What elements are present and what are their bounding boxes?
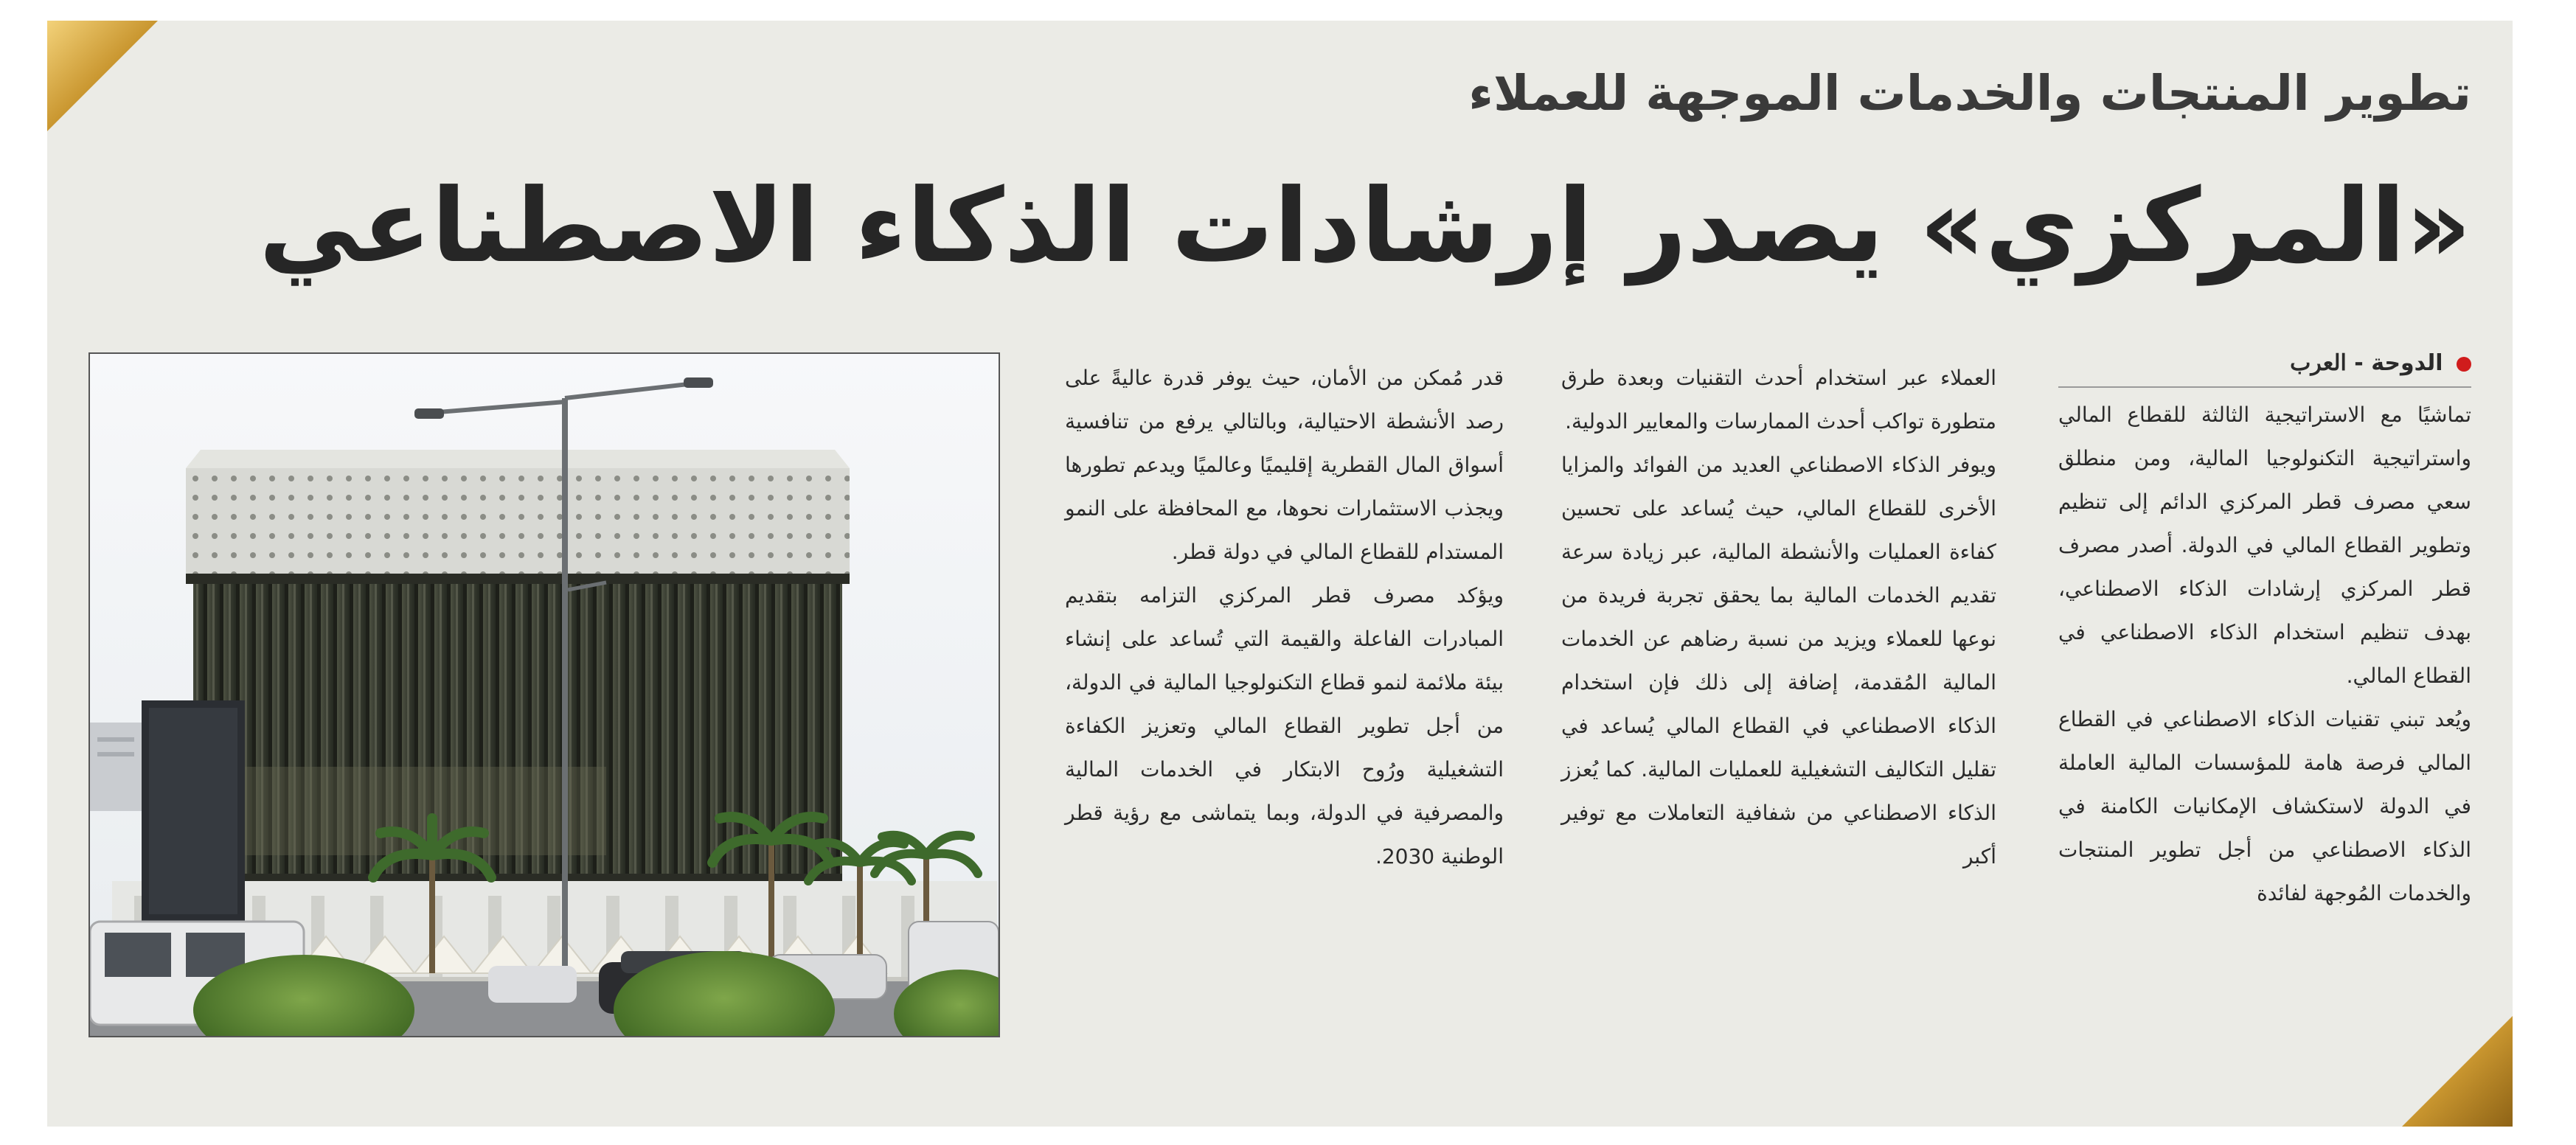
column-3-paragraph-1: قدر مُمكن من الأمان، حيث يوفر قدرة عاليةً على رصد الأنشطة الاحتيالية، وبالتالي يرفع من تنافسية أسواق المال القطرية إقليميًا وعالميًا ويدعم تطورها ويجذب الاستثمارات نحوها، مع المحافظة على النمو المستدام للقطاع المالي في دولة قطر.	[1065, 366, 1504, 564]
article-column-3	[1065, 356, 1504, 878]
column-2-paragraph-2: ويوفر الذكاء الاصطناعي العديد من الفوائد والمزايا الأخرى للقطاع المالي، حيث يُساعد على تحسين كفاءة العمليات والأنشطة المالية، عبر زيادة سرعة تقديم الخدمات المالية بما يحقق تجربة فريدة من نوعها للعملاء ويزيد من نسبة رضاهم عن الخدمات المالية المُقدمة، إضافة إلى ذلك فإن استخدام الذكاء الاصطناعي في القطاع المالي يُساعد في تقليل التكاليف التشغيلية للعمليات المالية. كما يُعزز الذكاء الاصطناعي من شفافية التعاملات مع توفير أكبر	[1561, 453, 1996, 869]
column-1-paragraph-2: ويُعد تبني تقنيات الذكاء الاصطناعي في القطاع المالي فرصة هامة للمؤسسات المالية العاملة في الدولة لاستكشاف الإمكانيات الكامنة في الذكاء الاصطناعي من أجل تطوير المنتجات والخدمات المُوجهة لفائدة	[2058, 707, 2471, 905]
newspaper-clipping	[47, 21, 2513, 1127]
column-2-paragraph-1: العملاء عبر استخدام أحدث التقنيات وبعدة طرق متطورة تواكب أحدث الممارسات والمعايير الدولية.	[1561, 366, 1996, 434]
central-bank-building-illustration	[90, 354, 999, 1036]
byline	[2058, 345, 2471, 388]
byline-bullet-icon	[2457, 357, 2471, 372]
article-column-1	[2058, 393, 2471, 915]
byline-location: الدوحة	[2371, 350, 2443, 376]
corner-ribbon-top-left	[47, 21, 158, 131]
column-3-paragraph-2: ويؤكد مصرف قطر المركزي التزامه بتقديم المبادرات الفاعلة والقيمة التي تُساعد على إنشاء بيئة ملائمة لنمو قطاع التكنولوجيا المالية في الدولة، من أجل تطوير القطاع المالي وتعزيز الكفاءة التشغيلية ورُوح الابتكار في الخدمات المالية والمصرفية في الدولة، وبما يتماشى مع رؤية قطر الوطنية 2030.	[1065, 583, 1504, 869]
article-photo-central-bank-building	[88, 352, 1000, 1037]
article-column-2	[1561, 356, 1996, 878]
byline-publication: العرب	[2290, 350, 2347, 376]
article-headline: «المركزي» يصدر إرشادات الذكاء الاصطناعي	[259, 167, 2471, 285]
byline-separator: -	[2354, 350, 2364, 376]
corner-ribbon-bottom-right	[2402, 1016, 2513, 1127]
article-kicker: تطوير المنتجات والخدمات الموجهة للعملاء	[1468, 65, 2471, 122]
column-1-paragraph-1: تماشيًا مع الاستراتيجية الثالثة للقطاع المالي واستراتيجية التكنولوجيا المالية، ومن منطلق سعي مصرف قطر المركزي الدائم إلى تنظيم وتطوير القطاع المالي في الدولة. أصدر مصرف قطر المركزي إرشادات الذكاء الاصطناعي، بهدف تنظيم استخدام الذكاء الاصطناعي في القطاع المالي.	[2058, 403, 2471, 688]
